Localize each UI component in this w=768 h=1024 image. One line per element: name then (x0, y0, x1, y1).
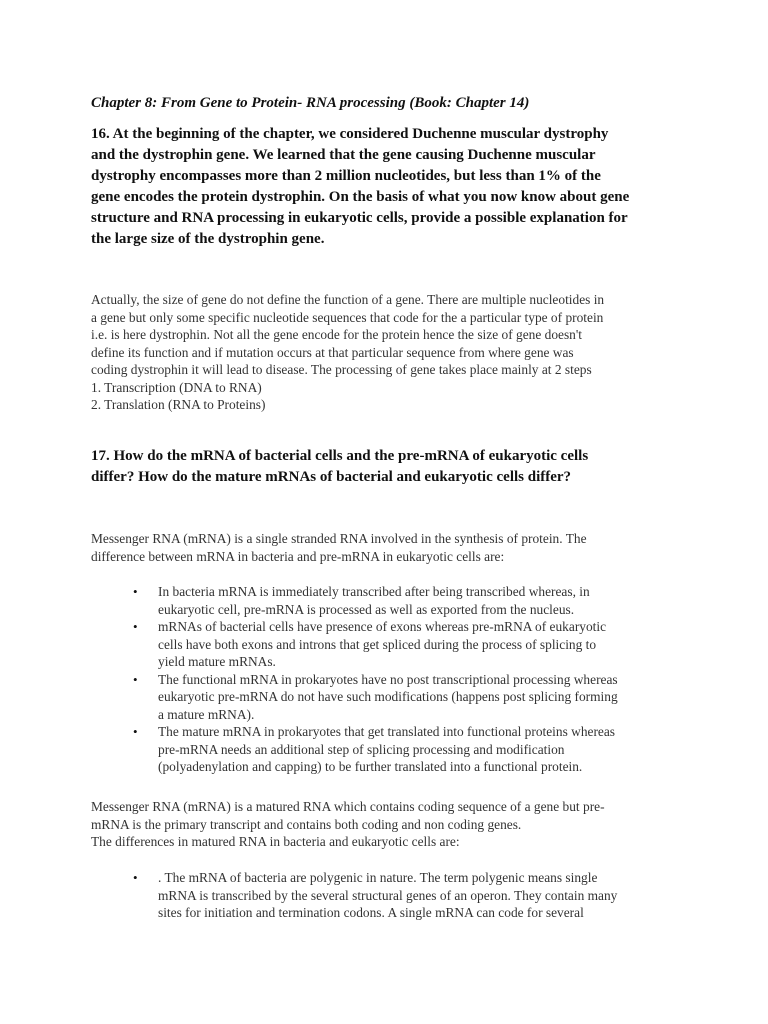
list-item-line: cells have both exons and introns that get spliced during the process of splicing to (158, 636, 597, 652)
list-item-line: a mature mRNA). (158, 706, 255, 722)
list-item (133, 869, 693, 922)
answer-16-line: define its function and if mutation occurs at that particular sequence from where gene was (91, 344, 574, 360)
bullet-icon: • (133, 724, 138, 739)
list-item-line: mRNA is transcribed by the several structural genes of an operon. They contain many (158, 887, 618, 903)
chapter-title: Chapter 8: From Gene to Protein- RNA processing (Book: Chapter 14) (91, 95, 530, 111)
list-item-line: eukaryotic cell, pre-mRNA is processed as well as exported from the nucleus. (158, 601, 575, 617)
list-item-line: The mature mRNA in prokaryotes that get translated into functional proteins whereas (158, 724, 616, 739)
list-item (133, 583, 693, 618)
answer-16 (91, 291, 691, 414)
question-16-line: structure and RNA processing in eukaryotic cells, provide a possible explanation for (91, 210, 628, 226)
answer-16-step: 2. Translation (RNA to Proteins) (91, 397, 266, 412)
bullet-list-mature-mrna-differences (133, 869, 693, 922)
list-item-line: eukaryotic pre-mRNA do not have such modifications (happens post splicing forming (158, 689, 618, 704)
list-item-line: (polyadenylation and capping) to be further translated into a functional protein. (158, 759, 583, 774)
list-item-line: sites for initiation and termination codons. A single mRNA can code for several (158, 905, 584, 920)
answer-16-step: 1. Transcription (DNA to RNA) (91, 379, 262, 395)
answer-16-line: coding dystrophin it will lead to disease. The processing of gene takes place mainly at 2 steps (91, 362, 592, 377)
answer-16-line: i.e. is here dystrophin. Not all the gene encode for the protein hence the size of gene doesn't (91, 327, 583, 342)
bullet-icon: • (133, 619, 138, 634)
answer-16-line: Actually, the size of gene do not define the function of a gene. There are multiple nucleotides in (91, 292, 605, 307)
bullet-icon: • (133, 870, 138, 885)
list-item-line: mRNAs of bacterial cells have presence of exons whereas pre-mRNA of eukaryotic (158, 619, 607, 634)
bullet-list-premrna-differences (133, 583, 693, 776)
list-item-line: pre-mRNA needs an additional step of splicing processing and modification (158, 741, 565, 757)
list-item-line: . The mRNA of bacteria are polygenic in nature. The term polygenic means single (158, 870, 598, 885)
question-16 (91, 124, 671, 250)
bullet-icon: • (133, 671, 138, 687)
answer-17-mature-mrna (91, 798, 691, 851)
answer-17-mature-line: The differences in matured RNA in bacteria and eukaryotic cells are: (91, 834, 460, 849)
answer-17-intro-line: difference between mRNA in bacteria and pre-mRNA in eukaryotic cells are: (91, 548, 505, 564)
answer-17-mature-line: mRNA is the primary transcript and contains both coding and non coding genes. (91, 816, 522, 832)
answer-16-line: a gene but only some specific nucleotide sequences that code for the a particular type of protein (91, 309, 604, 325)
answer-17-intro (91, 530, 691, 565)
list-item (133, 723, 693, 776)
question-16-line: dystrophy encompasses more than 2 million nucleotides, but less than 1% of the (91, 168, 601, 184)
question-17-line: 17. How do the mRNA of bacterial cells and the pre-mRNA of eukaryotic cells (91, 448, 589, 464)
list-item (133, 671, 693, 724)
list-item-line: In bacteria mRNA is immediately transcribed after being transcribed whereas, in (158, 584, 590, 599)
question-16-line: gene encodes the protein dystrophin. On the basis of what you now know about gene (91, 189, 630, 205)
list-item-line: The functional mRNA in prokaryotes have no post transcriptional processing whereas (158, 671, 618, 687)
list-item-line: yield mature mRNAs. (158, 654, 276, 669)
question-16-line: and the dystrophin gene. We learned that the gene causing Duchenne muscular (91, 147, 596, 163)
question-17 (91, 446, 671, 488)
bullet-icon: • (133, 584, 138, 599)
list-item (133, 618, 693, 671)
answer-17-mature-line: Messenger RNA (mRNA) is a matured RNA which contains coding sequence of a gene but pre- (91, 799, 605, 814)
question-16-line: the large size of the dystrophin gene. (91, 231, 325, 247)
question-16-line: 16. At the beginning of the chapter, we considered Duchenne muscular dystrophy (91, 126, 609, 142)
question-17-line: differ? How do the mature mRNAs of bacterial and eukaryotic cells differ? (91, 469, 572, 485)
answer-17-intro-line: Messenger RNA (mRNA) is a single stranded RNA involved in the synthesis of protein. The (91, 531, 587, 546)
